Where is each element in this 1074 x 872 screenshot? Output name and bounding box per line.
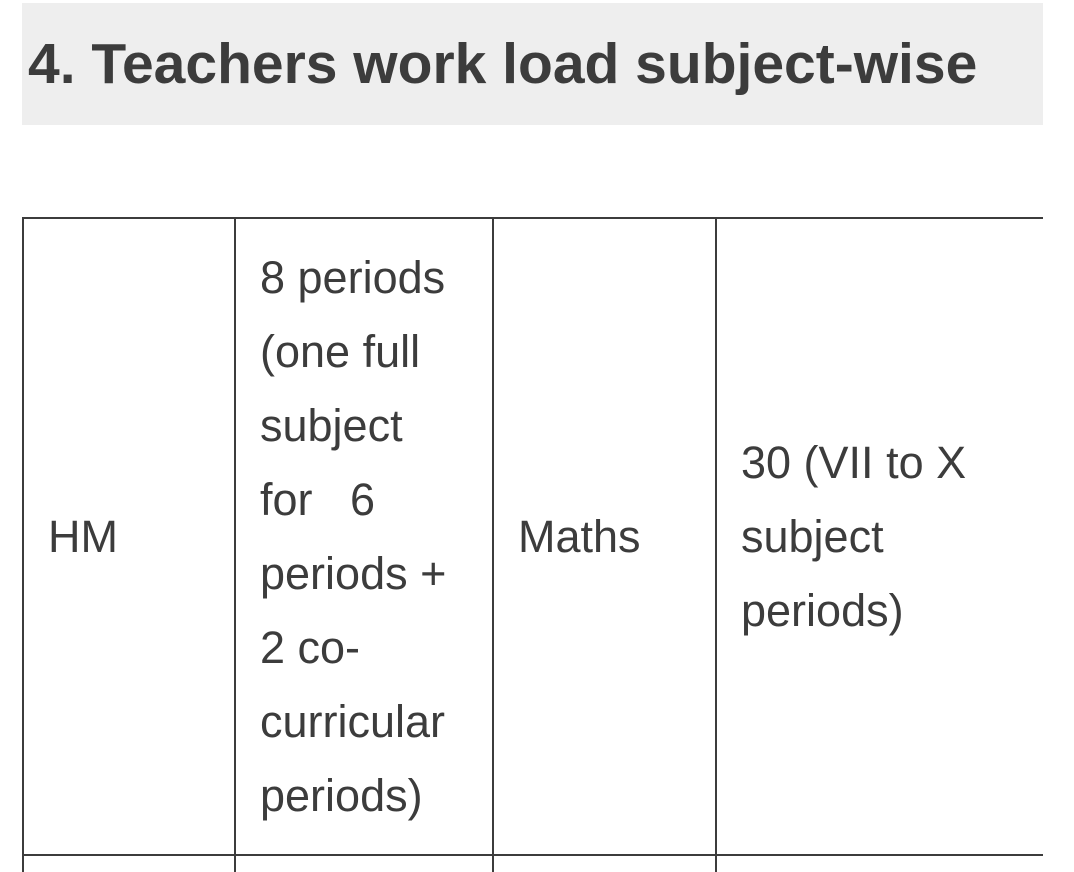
designation-cell: HM — [23, 218, 235, 855]
total-periods-line: subject — [741, 510, 884, 562]
workload-table — [22, 217, 1043, 872]
workload-line: periods + — [260, 547, 447, 599]
table-cell-empty — [716, 855, 1043, 872]
total-periods-line: 30 (VII to X — [741, 436, 967, 488]
table-row-partial — [23, 855, 1043, 872]
workload-cell — [235, 218, 493, 855]
total-periods-line: periods) — [741, 584, 904, 636]
subject-cell: Maths — [493, 218, 716, 855]
section-heading: 4. Teachers work load subject-wise — [28, 32, 978, 96]
workload-line: (one full — [260, 325, 421, 377]
workload-line: subject — [260, 399, 403, 451]
table-cell-empty — [235, 855, 493, 872]
workload-line: 8 periods — [260, 251, 446, 303]
total-periods-cell — [716, 218, 1043, 855]
workload-line: for 6 — [260, 473, 376, 525]
section-heading-box — [22, 3, 1043, 125]
workload-line: 2 co- — [260, 621, 361, 673]
workload-table-container — [22, 217, 1043, 872]
table-cell-empty — [23, 855, 235, 872]
table-row — [23, 218, 1043, 855]
table-cell-empty — [493, 855, 716, 872]
workload-line: periods) — [260, 769, 423, 821]
workload-line: curricular — [260, 695, 446, 747]
